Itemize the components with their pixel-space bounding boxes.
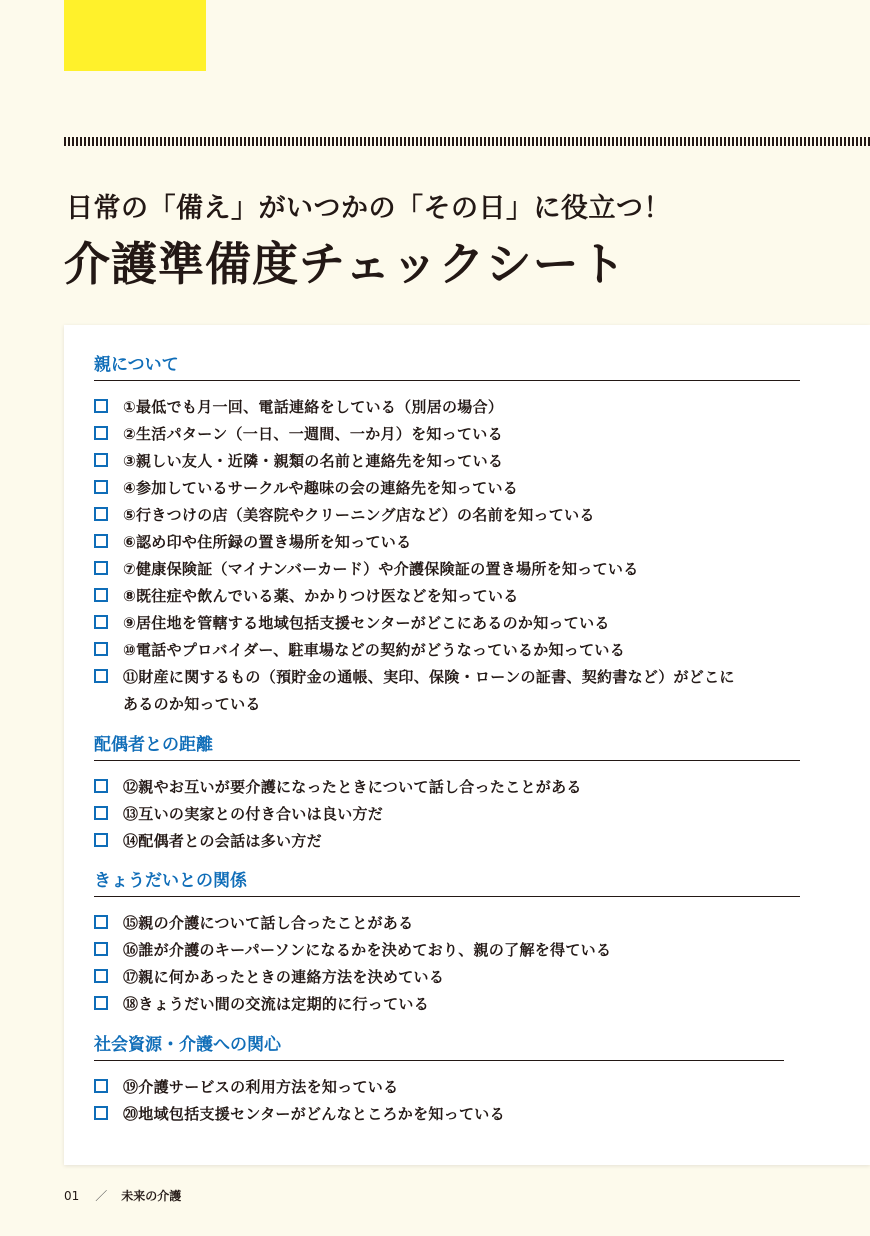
page-number: 01: [64, 1189, 80, 1203]
checkbox[interactable]: [94, 915, 108, 929]
item-label: ⑲介護サービスの利用方法を知っている: [123, 1078, 399, 1096]
section-heading: きょうだいとの関係: [94, 869, 800, 897]
yellow-corner-tab: [64, 0, 206, 71]
section-social-resources: [94, 1033, 784, 1128]
checklist-item[interactable]: [94, 556, 800, 583]
checkbox[interactable]: [94, 806, 108, 820]
item-label: ③親しい友人・近隣・親類の名前と連絡先を知っている: [123, 452, 504, 470]
checkbox[interactable]: [94, 833, 108, 847]
checkbox[interactable]: [94, 615, 108, 629]
checklist-item[interactable]: [94, 502, 800, 529]
checklist-item[interactable]: [94, 421, 800, 448]
item-label: ⑳地域包括支援センターがどんなところかを知っている: [123, 1105, 505, 1123]
checkbox[interactable]: [94, 1079, 108, 1093]
checklist-item[interactable]: [94, 991, 800, 1018]
item-label: ⑤行きつけの店（美容院やクリーニング店など）の名前を知っている: [123, 506, 595, 524]
checkbox[interactable]: [94, 453, 108, 467]
checklist: [94, 774, 800, 855]
checkbox[interactable]: [94, 534, 108, 548]
checklist-item[interactable]: [94, 583, 800, 610]
section-heading: 親について: [94, 353, 800, 381]
checklist-item[interactable]: [94, 910, 800, 937]
item-label: ④参加しているサークルや趣味の会の連絡先を知っている: [123, 479, 519, 497]
dashed-divider: [64, 137, 870, 146]
checkbox[interactable]: [94, 996, 108, 1010]
section-spouse: [94, 733, 800, 855]
item-label: ⑦健康保険証（マイナンバーカード）や介護保険証の置き場所を知っている: [123, 560, 639, 578]
checkbox[interactable]: [94, 561, 108, 575]
checklist-item[interactable]: [94, 529, 800, 556]
item-label: ⑥認め印や住所録の置き場所を知っている: [123, 533, 412, 551]
checklist-item[interactable]: [94, 610, 800, 637]
checklist-item[interactable]: [94, 828, 800, 855]
page-footer: [64, 1187, 181, 1204]
checkbox[interactable]: [94, 969, 108, 983]
section-parents: [94, 353, 800, 718]
checkbox[interactable]: [94, 669, 108, 683]
item-label: ①最低でも月一回、電話連絡をしている（別居の場合）: [123, 398, 504, 416]
item-label: ⑧既往症や飲んでいる薬、かかりつけ医などを知っている: [123, 587, 519, 605]
checkbox[interactable]: [94, 942, 108, 956]
checklist-item[interactable]: [94, 964, 800, 991]
section-siblings: [94, 869, 800, 1018]
item-label: ⑯誰が介護のキーパーソンになるかを決めており、親の了解を得ている: [123, 941, 612, 959]
checklist-item[interactable]: [94, 937, 800, 964]
footer-separator: ／: [95, 1189, 108, 1203]
checklist-item[interactable]: [94, 637, 800, 664]
checkbox[interactable]: [94, 588, 108, 602]
item-label: ⑩電話やプロバイダー、駐車場などの契約がどうなっているか知っている: [123, 641, 626, 659]
checklist-item[interactable]: [94, 475, 800, 502]
checklist: [94, 1074, 784, 1128]
checklist: [94, 394, 800, 718]
checkbox[interactable]: [94, 507, 108, 521]
item-label: ⑨居住地を管轄する地域包括支援センターがどこにあるのか知っている: [123, 614, 610, 632]
section-heading: 配偶者との距離: [94, 733, 800, 761]
checkbox[interactable]: [94, 642, 108, 656]
checklist-item[interactable]: [94, 1074, 784, 1101]
page-subtitle: 日常の「備え」がいつかの「その日」に役立つ！: [66, 193, 671, 224]
checkbox[interactable]: [94, 426, 108, 440]
checkbox[interactable]: [94, 399, 108, 413]
checklist-item[interactable]: [94, 664, 800, 718]
checkbox[interactable]: [94, 779, 108, 793]
checkbox[interactable]: [94, 480, 108, 494]
item-label: ②生活パターン（一日、一週間、一か月）を知っている: [123, 425, 503, 443]
checklist-item[interactable]: [94, 801, 800, 828]
checklist-card: [64, 325, 870, 1165]
magazine-name: 未来の介護: [121, 1189, 182, 1203]
item-label: ⑬互いの実家との付き合いは良い方だ: [123, 805, 384, 823]
checklist: [94, 910, 800, 1018]
item-label: ⑱きょうだい間の交流は定期的に行っている: [123, 995, 430, 1013]
item-label: ⑪財産に関するもの（預貯金の通帳、実印、保険・ローンの証書、契約書など）がどこにあるのか知っている: [123, 668, 735, 713]
checkbox[interactable]: [94, 1106, 108, 1120]
item-label: ⑰親に何かあったときの連絡方法を決めている: [123, 968, 445, 986]
item-label: ⑭配偶者との会話は多い方だ: [123, 832, 322, 850]
checklist-item[interactable]: [94, 774, 800, 801]
item-label: ⑮親の介護について話し合ったことがある: [123, 914, 414, 932]
item-label: ⑫親やお互いが要介護になったときについて話し合ったことがある: [123, 778, 582, 796]
checklist-item[interactable]: [94, 448, 800, 475]
checklist-item[interactable]: [94, 1101, 784, 1128]
section-heading: 社会資源・介護への関心: [94, 1033, 784, 1061]
checklist-item[interactable]: [94, 394, 800, 421]
page-title: 介護準備度チェックシート: [64, 237, 627, 291]
